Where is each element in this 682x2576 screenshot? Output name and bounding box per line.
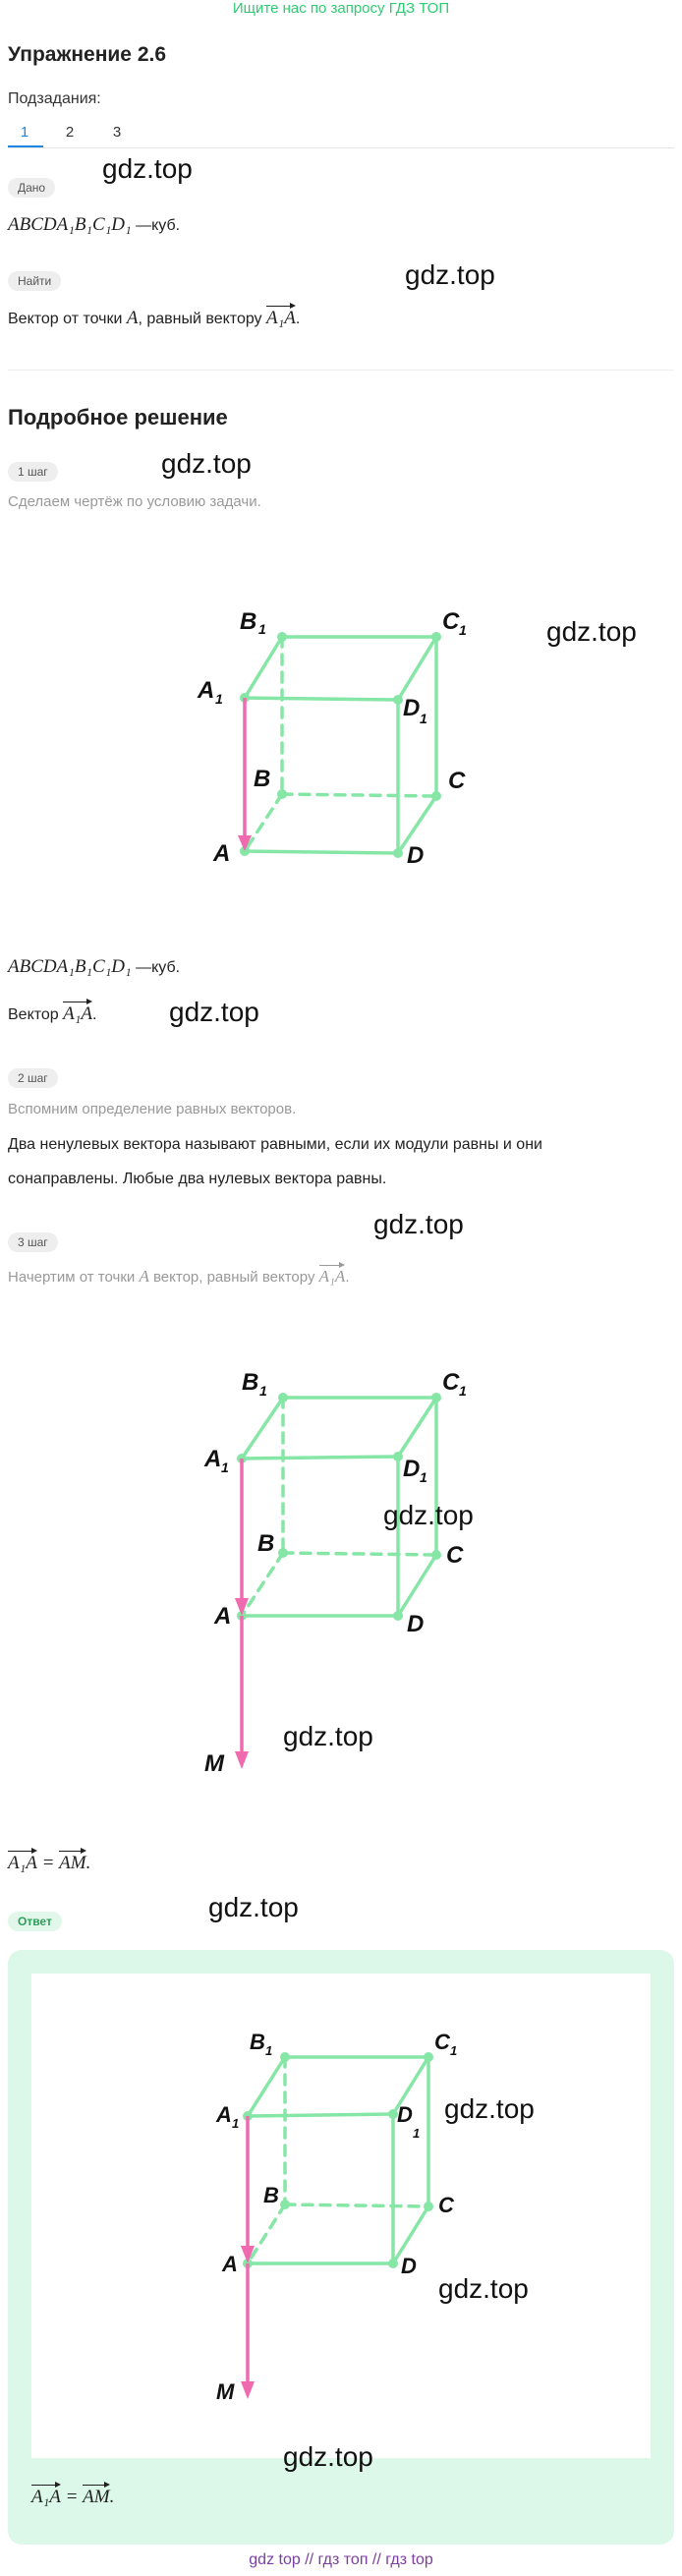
- edge-d1c1: [398, 1398, 436, 1457]
- point-c: [431, 1550, 441, 1560]
- vector-end: .: [91, 1006, 97, 1023]
- label-a1-sub: 1: [215, 691, 223, 707]
- edge-a1d1: [245, 698, 398, 700]
- label-d: D: [407, 1611, 425, 1637]
- answer-equation-right: AM: [83, 2487, 110, 2507]
- edge-dc: [398, 1555, 436, 1616]
- given-statement: [8, 214, 180, 236]
- answer-equation: [31, 2487, 114, 2508]
- label-d1: D: [403, 1456, 421, 1482]
- label-a: A: [222, 2252, 238, 2276]
- vector-a1a-text: A₁A: [63, 1003, 92, 1024]
- label-c1-sub: 1: [450, 2043, 458, 2058]
- watermark: gdz.top: [208, 1892, 299, 1922]
- step2-text: Вспомним определение равных векторов.: [8, 1101, 297, 1117]
- watermark: gdz.top: [438, 2273, 529, 2304]
- solution-title: Подробное решение: [8, 405, 228, 429]
- label-c: C: [438, 2193, 454, 2217]
- cube-math: ABCDA₁B₁C₁D₁: [8, 956, 132, 977]
- label-c1-sub: 1: [459, 622, 467, 638]
- tab-2[interactable]: 2: [65, 124, 75, 141]
- point-b: [280, 2200, 290, 2209]
- find-text: Вектор от точки: [8, 311, 127, 327]
- definition-line-2: сонаправлены. Любые два нулевых вектора равны.: [8, 1171, 387, 1187]
- find-end: .: [295, 311, 301, 327]
- edge-ba-hidden: [242, 1553, 283, 1616]
- label-a1-sub: 1: [232, 2116, 240, 2131]
- point-d: [393, 1611, 403, 1621]
- label-c: C: [448, 768, 466, 794]
- find-vector: A₁A: [266, 308, 296, 328]
- step3-text: [8, 1267, 349, 1287]
- step3-vector: A₁A: [318, 1267, 346, 1286]
- step2-chip: 2 шаг: [8, 1068, 58, 1088]
- edge-d1c1: [398, 637, 436, 700]
- label-a1-sub: 1: [221, 1460, 229, 1475]
- cube-statement: [8, 956, 180, 978]
- step3-end: .: [345, 1269, 350, 1286]
- find-point: A: [126, 308, 139, 328]
- label-d1-sub: 1: [413, 2126, 421, 2141]
- vector-am-arrowhead: [235, 1751, 249, 1769]
- point-b1: [280, 2052, 290, 2062]
- vector-statement: [8, 1003, 96, 1025]
- tab-1[interactable]: 1: [20, 124, 29, 141]
- given-chip: Дано: [8, 178, 55, 198]
- edge-b1a1: [245, 637, 282, 698]
- label-a1: A: [216, 2102, 232, 2127]
- watermark: gdz.top: [405, 259, 495, 290]
- watermark: gdz.top: [383, 1500, 474, 1530]
- vector-am-arrowhead: [241, 2381, 255, 2399]
- equation-end: .: [85, 1853, 91, 1873]
- footer-links[interactable]: gdz top // гдз топ // гдз top: [249, 2551, 433, 2568]
- watermark: gdz.top: [444, 2093, 535, 2124]
- step3-mid: вектор, равный вектору: [148, 1269, 319, 1286]
- label-b1: B: [250, 2030, 265, 2054]
- exercise-title: Упражнение 2.6: [8, 43, 167, 66]
- label-m: M: [204, 1750, 224, 1777]
- label-c1: C: [434, 2030, 450, 2054]
- subtasks-label: Подзадания:: [8, 90, 101, 107]
- label-b1: B: [242, 1369, 259, 1396]
- label-m: M: [216, 2379, 235, 2404]
- vector-prefix: Вектор: [8, 1006, 64, 1023]
- watermark: gdz.top: [283, 1721, 373, 1751]
- label-b1: B: [240, 608, 257, 635]
- answer-equation-left: A₁A: [31, 2487, 61, 2507]
- edge-a1d1: [248, 2114, 393, 2116]
- label-c1: C: [442, 1369, 460, 1396]
- cube-drawing-2: [193, 1348, 487, 1781]
- point-d1: [393, 695, 403, 705]
- label-d1-sub: 1: [420, 1469, 427, 1485]
- answer-equation-eq: =: [60, 2487, 84, 2507]
- step3-chip: 3 шаг: [8, 1232, 58, 1252]
- cube-drawing-1: [177, 600, 491, 880]
- point-b: [277, 789, 287, 799]
- point-b1: [277, 632, 287, 642]
- find-statement: [8, 308, 300, 329]
- watermark: gdz.top: [373, 1209, 464, 1239]
- definition-line-1: Два ненулевых вектора называют равными, если их модули равны и они: [8, 1136, 542, 1153]
- answer-equation-end: .: [109, 2487, 115, 2507]
- label-d1: D: [403, 695, 421, 721]
- edge-bc-hidden: [282, 794, 436, 796]
- answer-chip: Ответ: [8, 1912, 62, 1931]
- edge-ba-hidden: [248, 2204, 285, 2263]
- point-c1: [431, 1393, 441, 1402]
- given-suffix: —куб.: [131, 217, 181, 234]
- equation: [8, 1853, 90, 1874]
- label-c1-sub: 1: [459, 1383, 467, 1399]
- label-a1: A: [198, 677, 215, 704]
- label-b1-sub: 1: [258, 621, 266, 637]
- edge-bc-hidden: [283, 1553, 436, 1555]
- point-c: [431, 791, 441, 801]
- point-c: [424, 2202, 433, 2211]
- point-d1: [393, 1452, 403, 1461]
- edge-bc-hidden: [285, 2204, 428, 2206]
- tab-3[interactable]: 3: [112, 124, 122, 141]
- label-d1: D: [397, 2102, 413, 2127]
- watermark: gdz.top: [102, 153, 193, 184]
- step3-prefix: Начертим от точки: [8, 1269, 140, 1286]
- label-b1-sub: 1: [265, 2043, 273, 2058]
- edge-b1a1: [242, 1398, 283, 1459]
- label-d1-sub: 1: [420, 711, 427, 726]
- edge-a1d1: [242, 1457, 398, 1459]
- cube-suffix: —куб.: [131, 959, 181, 976]
- label-b: B: [257, 1530, 275, 1557]
- label-a1: A: [204, 1446, 222, 1472]
- find-chip: Найти: [8, 271, 61, 291]
- point-d: [393, 848, 403, 858]
- point-b1: [278, 1393, 288, 1402]
- tabs-divider: [8, 147, 674, 148]
- label-a: A: [213, 840, 231, 867]
- vector-a1a-arrowhead: [235, 1598, 249, 1616]
- point-c1: [424, 2052, 433, 2062]
- given-math: ABCDA₁B₁C₁D₁: [8, 214, 132, 235]
- search-hint-link[interactable]: Ищите нас по запросу ГДЗ ТОП: [232, 0, 450, 17]
- section-divider: [8, 370, 674, 371]
- label-a: A: [214, 1603, 232, 1630]
- find-text2: , равный вектору: [138, 311, 266, 327]
- equation-eq: =: [36, 1853, 60, 1873]
- watermark: gdz.top: [546, 616, 637, 647]
- point-c1: [431, 632, 441, 642]
- cube-drawing-answer: [206, 2000, 491, 2413]
- label-d: D: [407, 842, 425, 869]
- watermark: gdz.top: [169, 997, 259, 1027]
- step3-point: A: [139, 1267, 149, 1286]
- point-b: [278, 1548, 288, 1558]
- label-b: B: [263, 2183, 279, 2207]
- watermark: gdz.top: [161, 448, 252, 479]
- label-c: C: [446, 1542, 464, 1569]
- label-b: B: [254, 766, 271, 792]
- label-c1: C: [442, 608, 460, 635]
- watermark: gdz.top: [283, 2441, 373, 2472]
- equation-right: AM: [59, 1853, 86, 1873]
- label-b1-sub: 1: [259, 1383, 267, 1399]
- edge-b1a1: [248, 2057, 285, 2116]
- label-d: D: [401, 2254, 417, 2278]
- edge-ba-hidden: [245, 794, 282, 851]
- edge-ad: [245, 851, 398, 853]
- step1-chip: 1 шаг: [8, 462, 58, 482]
- equation-left: A₁A: [8, 1853, 37, 1873]
- step1-text: Сделаем чертёж по условию задачи.: [8, 493, 261, 510]
- point-d: [388, 2259, 398, 2268]
